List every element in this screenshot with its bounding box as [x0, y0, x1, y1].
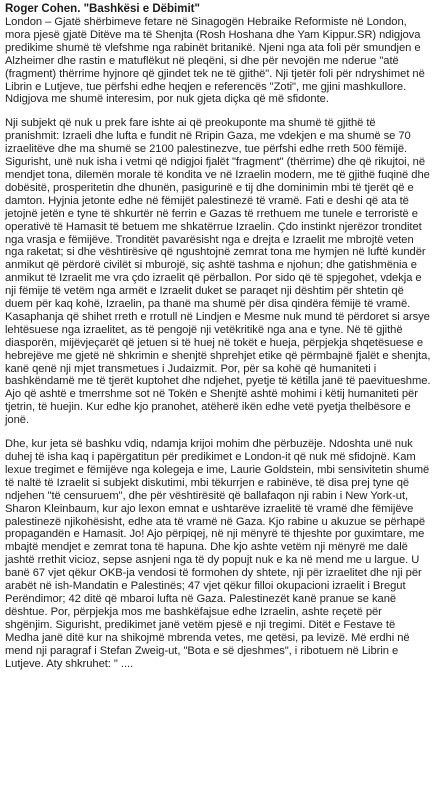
- paragraph-rabbis: Dhe, kur jeta së bashku vdiq, ndamja krijoi mohim dhe përbuzëje. Ndoshta unë nuk duhej të isha kaq i papërgatitun për predikimet e London-it që nuk më sfidojnë. Kam lexue tregimet e fëmijëve nga kolegeja e ime, Laurie Goldstein, mbi sensivitetin shumë të naltë të Izraelit si subjekt diskutimi, mbi tëkurrjen e rabinëve, të disa prej tyne që ndjehen "të censuruem", dhe për vështirësitë që ballafaqon nji rabin i New York-ut, Sharon Kleinbaum, kur ajo lexon emnat e ushtarëve izraelitë të vramë dhe fëmijëve palestinezë njikohësisht, edhe ata të vramë në Gaza. Kjo rabine u akuzue se përhapë propagandën e Hamasit. Jo! Ajo përpiqej, në nji mënyrë të thjeshte por guximtare, me mbajtë mendjet e zemrat tona të hapuna. Dhe kjo ashte vetëm nji mënyrë me dalë jashtë rrethit vicioz, sepse asnjeni nga të dy popujt nuk e ka në mend me u largue. U banë 67 vjet qëkur OKB-ja vendosi të formohen dy shtete, nji për izraelitet dhe nji për arabët në ish-Mandatin e Palestinës; 47 vjet qëkur filloi okupacioni izraelit i Bregut Perëndimor; 42 ditë që mbaroi lufta në Gaza. Palestinezët kanë pranue se kanë dështue. Por, përpjekja mos me bashkëfajsue edhe Izraelin, ashte reçetë për shgënjim. Sigurisht, predikimet janë vetëm pjesë e nji tregimi. Ditët e Festave të Medha janë ditë kur na shikojmë mbrenda vetes, me qetësi, pa levizë. Më erdhi në mend nji paragraf i Stefan Zweig-ut, "Bota e së djeshmes", i ribotuem në Librin e Lutjeve. Aty shkruhet: " ....: [5, 438, 430, 670]
- paragraph-intro: London – Gjatë shërbimeve fetare në Sinagogën Hebraike Reformiste në London, mora pjesë gjatë Ditëve ma të Shenjta (Rosh Hoshana dhe Yam Kippur.SR) ndigjova predikime shumë të vlefshme nga rabinët britanikë. Njeni nga ata foli për smundjen e Alzheimer dhe rastin e matuflëkut në pleqëni, si dhe për nevojën me nderue "atë (fragment) thërrime hyjnore që gjindet tek ne të gjithë". Nji tjetër foli për ndryshimet në Librin e Lutjeve, tue përfshi edhe heqjen e referencës "Zoti", me gjini mashkullore. Ndigjova me shumë interesim, por nuk gjeta diçka që më sfidonte.: [5, 16, 425, 106]
- article-title: Roger Cohen. "Bashkësi e Dëbimit": [5, 3, 200, 15]
- paragraph-gaza: Nji subjekt që nuk u prek fare ishte ai që preokuponte ma shumë të gjithë të pranishmit: Izraeli dhe lufta e fundit në Rripin Gaza, me vdekjen e ma shumë se 70 izraelitëve dhe ma shumë se 2100 palestinezve, tue përfshi edhe rreth 500 fëmijë. Sigurisht, unë nuk isha i vetmi që ndigjoi fjalët "fragment" (thërrime) dhe që rikujtoi, në mendjet tona, dilemën morale të kondita ve në Izraelin modern, me të gjithë fuqinë dhe dobësitë, prosperitetin dhe dhunën, pasigurinë e tij dhe dominimin mbi të tjerët që e damton. Hyjnia jetonte edhe në fëmijët palestinezë të vramë. Fati e deshi që ata të jetojnë jetën e tyne të shkurtër në ferrin e Gazas të rrethuem me tunele e terroristë e operativë të Hamasit të betuem me shkatërrue Izraelin. Çdo instinkt njerëzor tronditet nga vrasja e fëmijëve. Tronditët pavarësisht nga e drejta e Izraelit me mbrojtë veten nga raketat; si dhe vështirësive që ngushtojnë zemrat tona me hymjen në luftë kundër anmikut që përdorë civilët si mburojë, siç ashtë tashma e njohun; dhe gatishmënia e anmikut të Izraelit me vra çdo izraelit që përballon. Por sido që të spjegohet, vdekja e nji fëmije të vetëm nga armët e Izraelit duket se paraqet nji dështim për shtetin që duem për kaq kohë, Izraelin, pa thanë ma shumë për disa qindëra fëmijë të vramë. Kasaphanja që shihet rreth e rrotull në Lindjen e Mesme nuk mund të përdoret si arsye lehtësuese nga izraelitet, as të pengojë nji vetëkritikë nga ana e tyne. Në të gjithë diasporën, mijëvjeçarët që jetuen si të huej në tokët e hueja, përpjekja shqetësuese e hebrejëve me gjetë në shkrimin e shenjtë shprehjet etike që përmbajnë fjalët e shenjta, kanë qenë nji mjet transmetues i Judaizmit. Por, për sa kohë që humaniteti i bashkëndamë me të tjerët kuptohet dhe ndjehet, pyetje të këtilla janë të paevitueshme. Ajo që ashtë e tmerrshme sot në Tokën e Shenjtë ashtë mohimi i këtij humaniteti për tjetrin, të huejin. Kur edhe kjo pranohet, atëherë ikën edhe vetë pyetja thelbësore e jonë.: [5, 117, 431, 427]
